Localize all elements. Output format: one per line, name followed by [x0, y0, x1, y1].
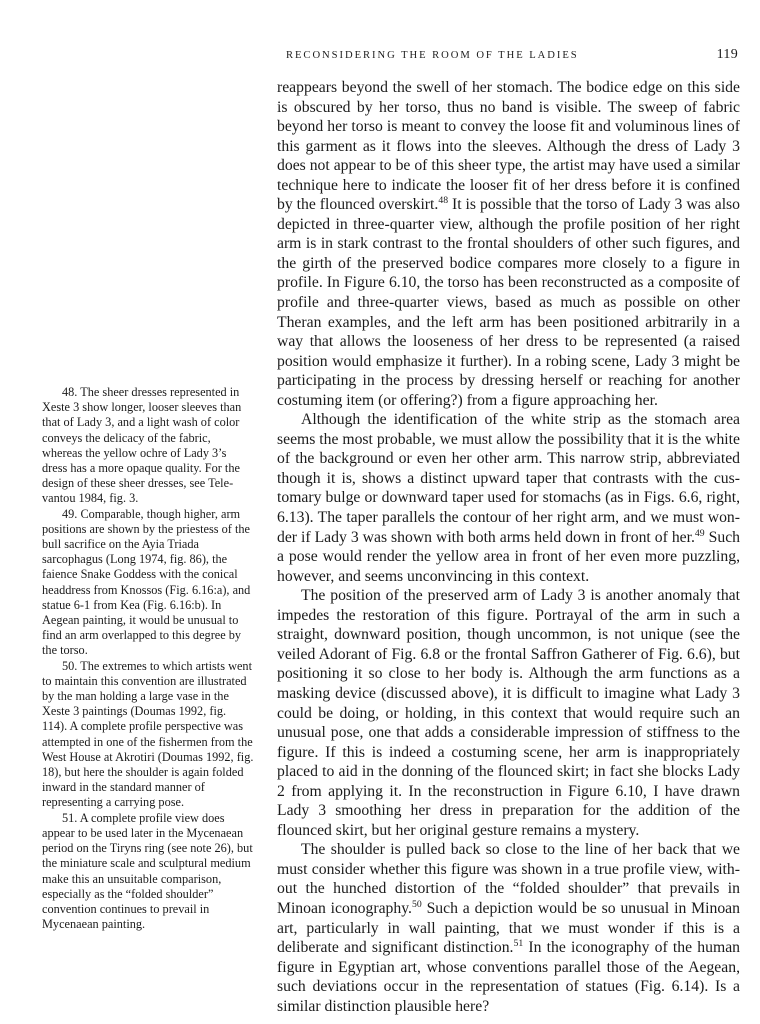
footnote-ref-48: 48	[438, 195, 449, 207]
footnote-ref-50: 50	[411, 898, 422, 910]
body-paragraph-2	[277, 410, 740, 586]
paragraph-text: Such a depiction would be so unusual in Minoan art, particularly in wall painting, that we must wonder if this is a deliberate and significant distinction.	[277, 899, 740, 957]
footnote-ref-51: 51	[513, 937, 524, 949]
paragraph-text: The shoulder is pulled back so close to the line of her back that we must consider whether this figure was shown in a true profile view, without the hunched distortion of the “folded shoulder” that prevails in Minoan iconography.	[277, 841, 740, 917]
paragraph-text: In the iconography of the human figure in Egyptian art, whose conventions parallel those of the Aegean, such deviations occur in the representation of statues (Fig. 6.14). Is a similar distinction plausible here?	[277, 939, 740, 1015]
running-title: RECONSIDERING THE ROOM OF THE LADIES	[286, 50, 579, 61]
footnote-ref-49: 49	[694, 527, 705, 539]
body-paragraph-3	[277, 586, 740, 840]
paragraph-text: It is possible that the torso of Lady 3 was also depicted in three-quarter view, although the profile position of her right arm is in stark contrast to the frontal shoulders of other such figures, and the girth of the preserved bodice compares more closely to a figure in profile. In Figure 6.10, the torso has been reconstructed as a composite of profile and three-quarter views, based as much as possible on other Theran examples, and the left arm has been positioned arbitrarily in a way that allows the looseness of her dress to be represented (a raised position would emphasize it further). In a robing scene, Lady 3 might be participating in the process by dressing herself or reaching for another costuming item (or offering?) from a figure approaching her.	[277, 196, 740, 409]
body-paragraph-1	[277, 78, 740, 410]
running-head	[286, 44, 738, 66]
paragraph-text: Such a pose would render the yellow area in front of her even more puzzling, however, and seems unconvincing in this context.	[277, 528, 741, 585]
footnote-48: 48. The sheer dresses represented in Xeste 3 show longer, looser sleeves than that of Lady 3, and a light wash of color conveys the delicacy of the fabric, whereas the yellow ochre of Lady 3’s dress has a more opaque quality. For the design of these sheer dresses, see Televantou 1984, fig. 3.	[42, 385, 242, 506]
footnotes-column	[42, 385, 254, 932]
main-text-column	[277, 78, 740, 1016]
footnote-50: 50. The extremes to which artists went to maintain this convention are illustrated by the man holding a large vase in the Xeste 3 paintings (Doumas 1992, fig. 114). A complete profile perspective was attempted in one of the fishermen from the West House at Akrotiri (Doumas 1992, fig. 18), but here the shoulder is again folded inward in the standard manner of representing a carrying pose.	[42, 658, 254, 810]
body-paragraph-4	[277, 840, 740, 1016]
paragraph-text: The position of the preserved arm of Lady 3 is another anomaly that impedes the restoration of this figure. Portrayal of the arm in such a straight, downward position, though uncommon, is not unique (see the veiled Adorant of Fig. 6.8 or the frontal Saffron Gatherer of Fig. 6.6), but positioning it so close to her body is. Although the arm functions as a masking device (discussed above), it is difficult to imagine what Lady 3 could be doing, or holding, in this context that would require such an unusual pose, one that adds a considerable impression of stiffness to the figure. If this is indeed a costuming scene, her arm is inappropriately placed to aid in the donning of the flounced skirt; in fact she blocks Lady 2 from applying it. In the reconstruction in Figure 6.10, I have drawn Lady 3 smoothing her dress in preparation for the addition of the flounced skirt, but her original gesture remains a mystery.	[277, 587, 740, 839]
footnote-51: 51. A complete profile view does appear to be used later in the Mycenaean period on the Tiryns ring (see note 26), but the miniature scale and sculptural medium make this an unsuitable comparison, especially as the “folded shoulder” convention continues to prevail in Mycenaean painting.	[42, 810, 253, 932]
footnote-49: 49. Comparable, though higher, arm positions are shown by the priestess of the bull sacrifice on the Ayia Triada sarcophagus (Long 1974, fig. 86), the faience Snake Goddess with the conical headdress from Knossos (Fig. 6.16:a), and statue 6-1 from Kea (Fig. 6.16:b). In Aegean painting, it would be unusual to find an arm overlapped to this degree by the torso.	[42, 506, 251, 658]
page-number: 119	[716, 47, 738, 62]
paragraph-text: reappears beyond the swell of her stomach. The bodice edge on this side is obscured by her torso, thus no band is visible. The sweep of fabric beyond her torso is meant to convey the loose fit and voluminous lines of this garment as it flows into the sleeves. Although the dress of Lady 3 does not appear to be of this sheer type, the artist may have used a similar technique here to indicate the looser fit of her dress before it is confined by the flounced overskirt.	[277, 79, 740, 214]
paragraph-text: Although the identification of the white strip as the stomach area seems the most probable, we must allow the possibility that it is the white of the background or even her other arm. This narrow strip, abbreviated though it is, shows a distinct upward taper that contrasts with the customary bulge or downward taper used for stomachs (as in Figs. 6.6, right, 6.13). The taper parallels the contour of her right arm, and we must wonder if Lady 3 was shown with both arms held down in front of her.	[277, 411, 740, 546]
